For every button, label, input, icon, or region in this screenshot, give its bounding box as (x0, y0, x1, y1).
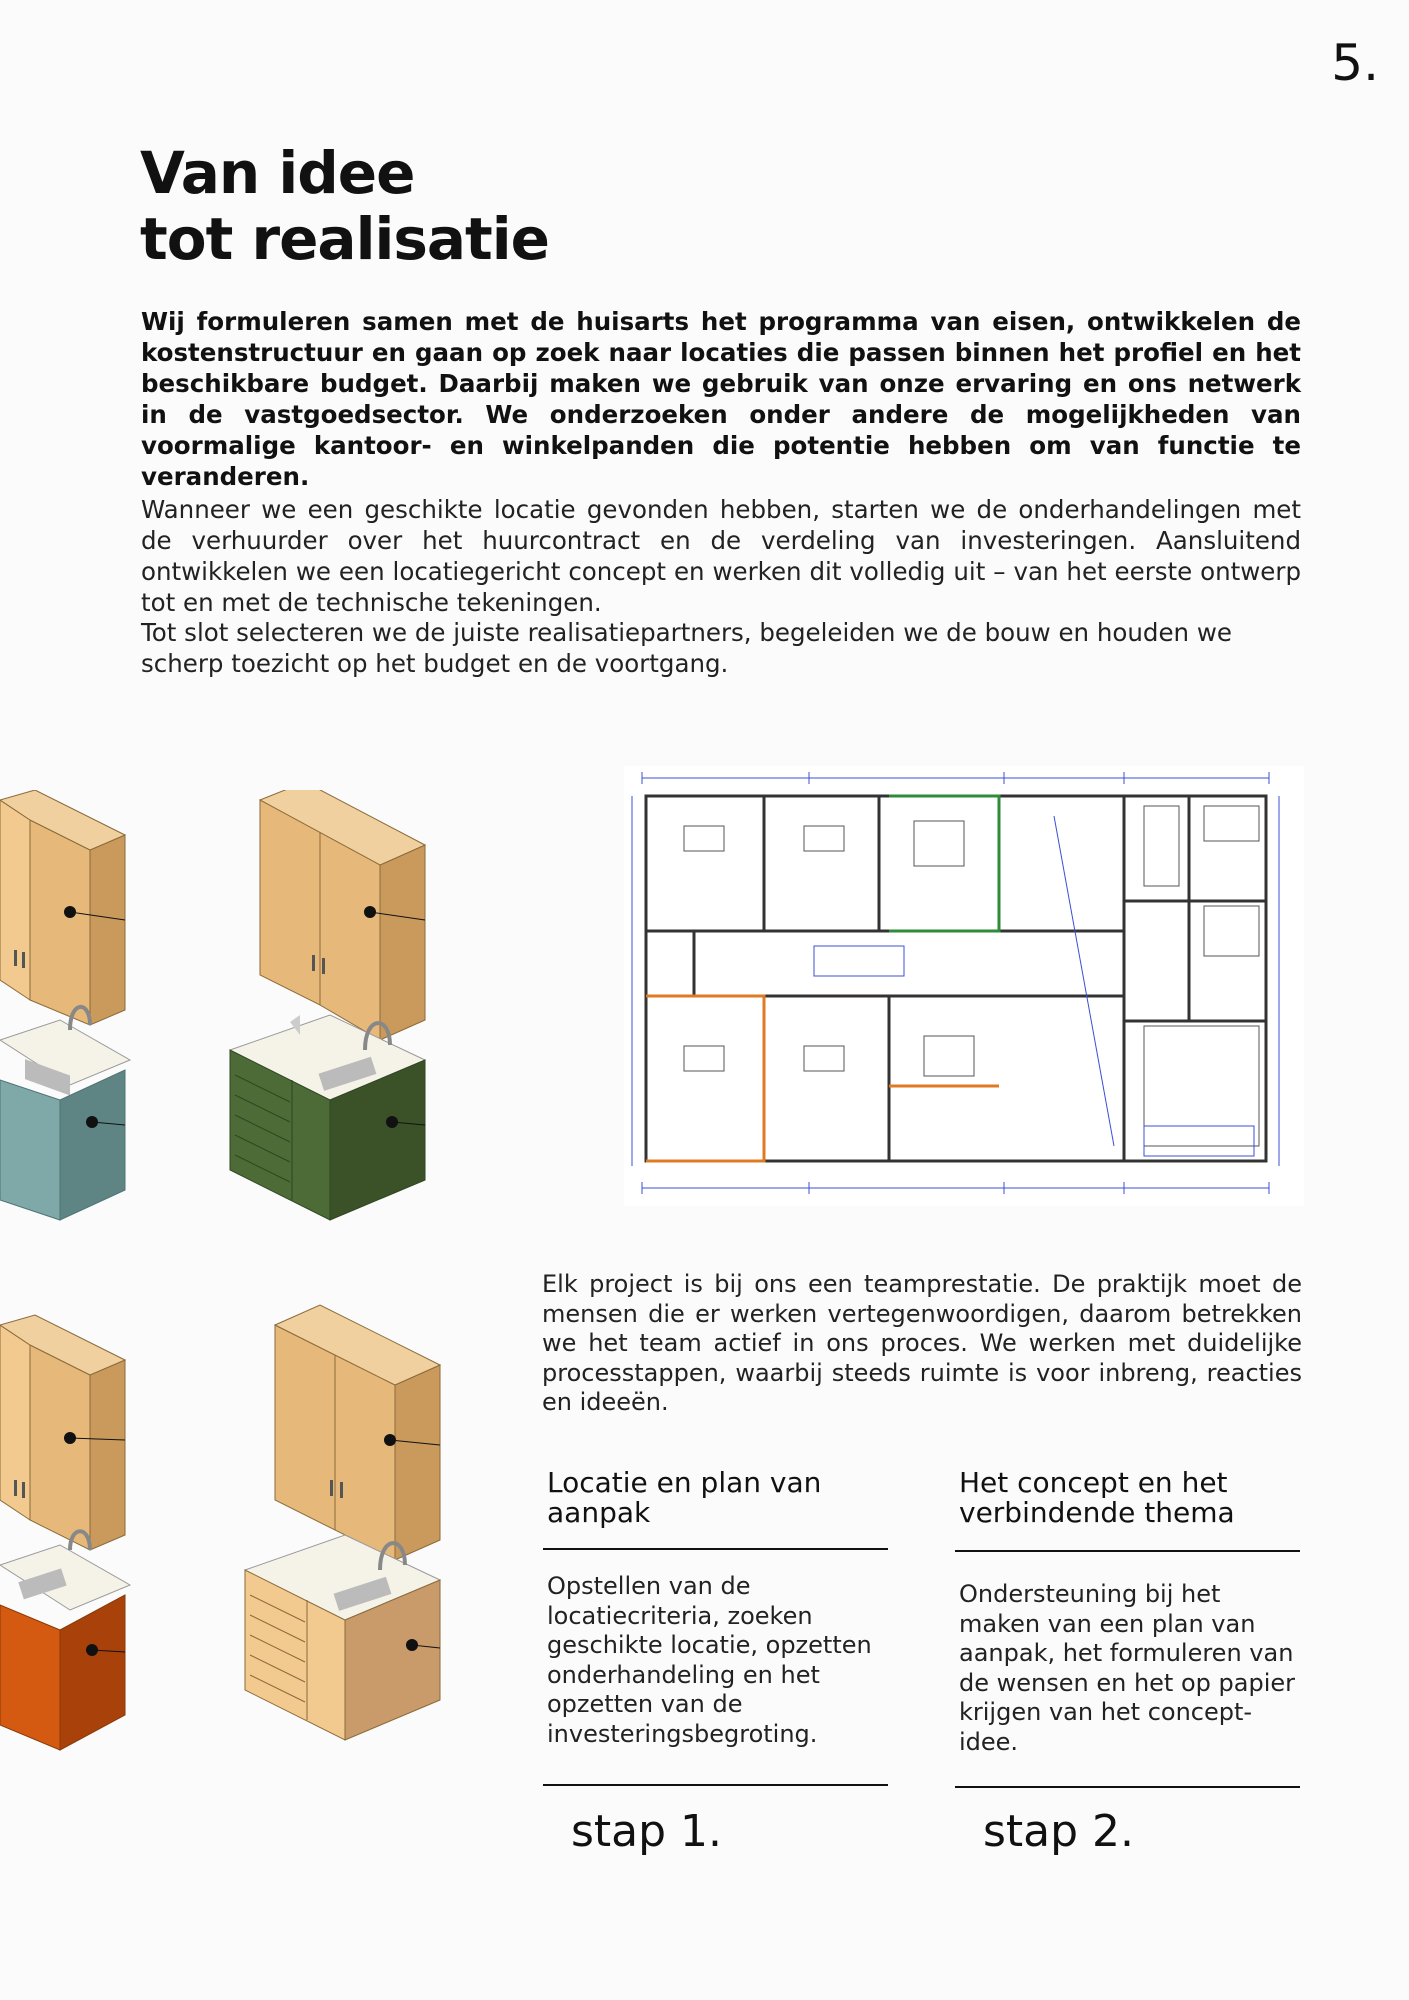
step-2-title: Het concept en het verbindende thema (959, 1466, 1235, 1529)
page-number: 5. (1331, 34, 1379, 92)
page-title (140, 140, 549, 272)
team-paragraph: Elk project is bij ons een teamprestatie. De praktijk moet de mensen die er werken vertegenwoordigen, daarom betrekken we het team actief in ons proces. We werken met duidelijke processtappen, waarbij steeds ruimte is voor inbreng, reacties en ideeën. (542, 1270, 1302, 1416)
step-2-description: Ondersteuning bij het maken van een plan van aanpak, het formuleren van de wensen en het op papier krijgen van het concept-idee. (959, 1580, 1295, 1756)
floor-plan-drawing (624, 766, 1304, 1206)
step-1-label: stap 1. (571, 1806, 723, 1857)
title-line-2: tot realisatie (140, 205, 549, 273)
step-2 (955, 1468, 1300, 1868)
sink-cabinet-green (230, 1015, 425, 1220)
step-1-title: Locatie en plan van aanpak (547, 1466, 822, 1529)
sink-cabinet-orange (0, 1531, 130, 1750)
step-2-rule-top (955, 1550, 1300, 1552)
wall-cabinet-4 (275, 1305, 440, 1560)
sink-cabinet-wood (245, 1535, 440, 1740)
wall-cabinet-2 (260, 790, 425, 1040)
step-1-rule-bottom (543, 1784, 888, 1786)
step-1-rule-top (543, 1548, 888, 1550)
wall-cabinet-3 (0, 1315, 125, 1550)
step-2-rule-bottom (955, 1786, 1300, 1788)
step-2-label: stap 2. (983, 1806, 1135, 1857)
title-line-1: Van idee (140, 139, 415, 207)
body-paragraph-2: Tot slot selecteren we de juiste realisatiepartners, begeleiden we de bouw en houden we scherp toezicht op het budget en de voortgang. (141, 618, 1232, 678)
cabinet-illustrations (0, 790, 460, 1770)
wall-cabinet-1 (0, 790, 125, 1025)
step-1 (543, 1468, 888, 1868)
body-paragraph-1: Wanneer we een geschikte locatie gevonden hebben, starten we de onderhandelingen met de verhuurder over het huurcontract en de verdeling van investeringen. Aansluitend ontwikkelen we een locatiegericht concept en werken dit volledig uit – van het eerste ontwerp tot en met de technische tekeningen. (141, 495, 1301, 617)
step-1-description: Opstellen van de locatiecriteria, zoeken geschikte locatie, opzetten onderhandeling en het opzetten van de investeringsbegroting. (547, 1572, 872, 1748)
intro-paragraph: Wij formuleren samen met de huisarts het programma van eisen, ontwikkelen de kostenstructuur en gaan op zoek naar locaties die passen binnen het profiel en het beschikbare budget. Daarbij maken we gebruik van onze ervaring en ons netwerk in de vastgoedsector. We onderzoeken onder andere de mogelijkheden van voormalige kantoor- en winkelpanden die potentie hebben om van functie te veranderen. (141, 307, 1301, 491)
sink-cabinet-teal (0, 1007, 130, 1220)
